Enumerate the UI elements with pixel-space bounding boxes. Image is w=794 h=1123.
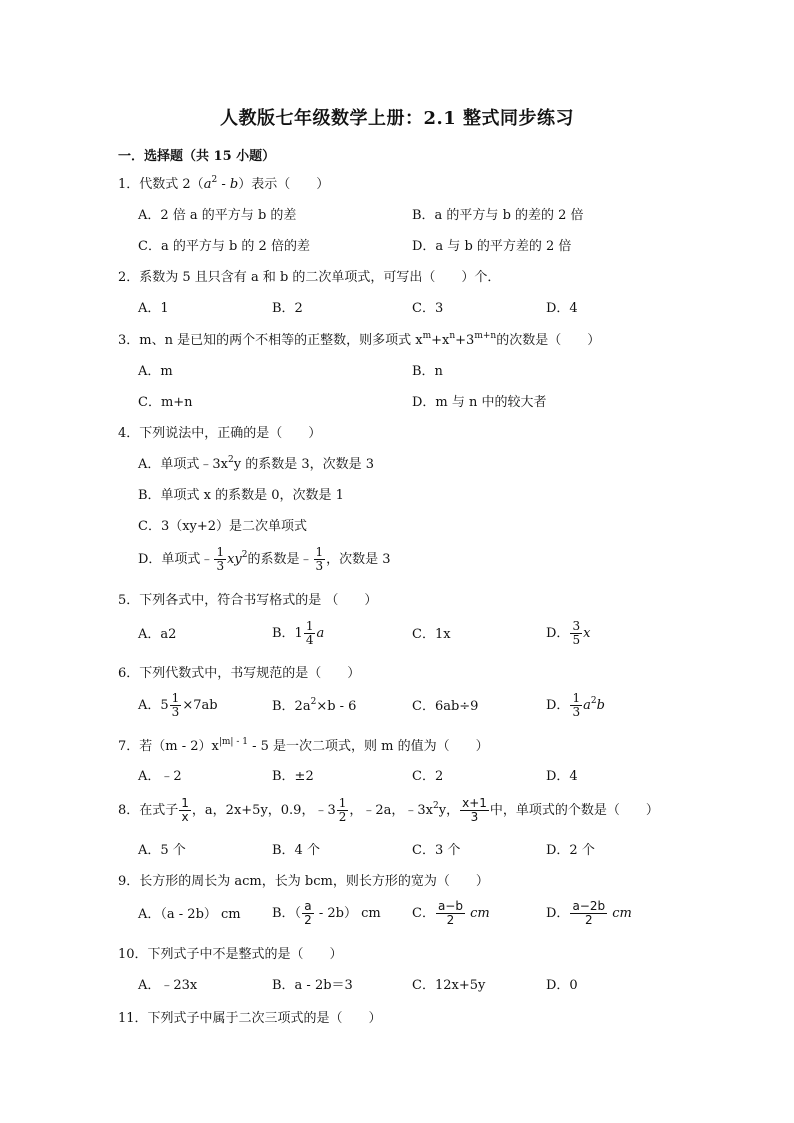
question-10-stem: 10．下列式子中不是整式的是（ ） xyxy=(118,947,343,962)
question-4-option-b: B．单项式 x 的系数是 0，次数是 1 xyxy=(138,488,344,503)
question-10-option-c: C．12x+5y xyxy=(412,978,486,993)
question-7-option-d: D．4 xyxy=(546,769,578,784)
fraction: $\frac{1}{4}$ xyxy=(305,619,314,647)
question-4-option-d: D．单项式﹣ $\frac{1}{3}$ $xy^2$的系数是﹣ $\frac{1}{3}$ ，次数是 3 xyxy=(138,545,391,573)
question-6-option-a: A．5 $\frac{1}{3}$ ×7ab xyxy=(138,691,218,719)
question-4-option-c: C．3（xy+2）是二次单项式 xyxy=(138,519,308,534)
question-9-stem: 9．长方形的周长为 acm，长为 bcm，则长方形的宽为（ ） xyxy=(118,874,489,889)
question-9-option-b: B．（ $\frac{a}{2}$ - 2b） cm xyxy=(272,899,381,927)
question-10-option-d: D．0 xyxy=(546,978,578,993)
question-6-option-b: B．$2a^2\times b - 6$ xyxy=(272,697,357,714)
question-7-option-b: B．±2 xyxy=(272,769,314,784)
question-8-option-c: C．3 个 xyxy=(412,843,461,858)
question-2-stem: 2．系数为 5 且只含有 a 和 b 的二次单项式，可写出（ ）个． xyxy=(118,270,501,285)
question-2-option-c: C．3 xyxy=(412,301,444,316)
page-title: 人教版七年级数学上册：2.1 整式同步练习 xyxy=(219,108,575,129)
fraction: $\frac{x+1}{3}$ xyxy=(462,796,487,824)
question-10-option-a: A．﹣23x xyxy=(138,978,198,993)
question-8-option-a: A．5 个 xyxy=(138,843,186,858)
fraction: $\frac{a-2b}{2}$ xyxy=(572,899,606,927)
fraction: $\frac{a-b}{2}$ xyxy=(437,899,463,927)
question-3-option-b: B．n xyxy=(412,364,443,379)
question-7-stem: 7．若$(m - 2)x^{|m| - 1} - 5$ 是一次二项式，则 m 的值为（ ） xyxy=(118,737,489,754)
question-4-option-a: A．单项式$﹣3x^2y$ 的系数是 3，次数是 3 xyxy=(138,455,375,472)
question-5-option-a: A．a2 xyxy=(138,627,177,642)
question-7-option-c: C．2 xyxy=(412,769,444,784)
section-heading: 一．选择题（共 15 小题） xyxy=(118,149,276,164)
question-8-option-b: B．4 个 xyxy=(272,843,320,858)
question-8-stem: 8．在式子 $\frac{1}{x}$ ，a，2x+5y，0.9，﹣3 $\frac{1}{2}$ ，﹣2a，$﹣3x^2y$， $\frac{x+1}{3}$ 中，单项式的个数是（ ） xyxy=(118,796,659,824)
question-6-stem: 6．下列代数式中，书写规范的是（ ） xyxy=(118,666,361,681)
fraction: $\frac{1}{3}$ xyxy=(315,545,324,573)
question-1-option-c: C．a 的平方与 b 的 2 倍的差 xyxy=(138,239,310,254)
fraction: $\frac{1}{2}$ xyxy=(338,796,347,824)
fraction: $\frac{a}{2}$ xyxy=(304,899,312,927)
question-11-stem: 11．下列式子中属于二次三项式的是（ ） xyxy=(118,1011,382,1026)
question-9-option-a: A．（a - 2b） cm xyxy=(138,907,241,922)
question-3-option-a: A．m xyxy=(138,364,173,379)
question-1-stem: 1．代数式 $2(a^2 - b)$表示（ ） xyxy=(118,175,330,192)
question-2-option-b: B．2 xyxy=(272,301,303,316)
question-1-option-b: B．a 的平方与 b 的差的 2 倍 xyxy=(412,208,584,223)
question-3-stem: 3．m、n 是已知的两个不相等的正整数，则多项式 $x^m+x^n+3^{m+n}$的次数是（ ） xyxy=(118,331,601,348)
question-9-option-c: C． $\frac{a-b}{2}$ cm xyxy=(412,899,490,927)
question-5-option-c: C．1x xyxy=(412,627,451,642)
fraction: $\frac{1}{3}$ xyxy=(572,691,581,719)
question-1-option-d: D．a 与 b 的平方差的 2 倍 xyxy=(412,239,572,254)
question-8-option-d: D．2 个 xyxy=(546,843,595,858)
question-10-option-b: B．a - 2b＝3 xyxy=(272,978,353,993)
question-9-option-d: D． $\frac{a-2b}{2}$ cm xyxy=(546,899,632,927)
fraction: $\frac{1}{x}$ xyxy=(181,796,189,824)
question-5-option-b: B．1 $\frac{1}{4}$ a xyxy=(272,619,325,647)
question-1-option-a: A．2 倍 a 的平方与 b 的差 xyxy=(138,208,297,223)
question-5-stem: 5．下列各式中，符合书写格式的是 （ ） xyxy=(118,593,378,608)
question-3-option-c: C．m+n xyxy=(138,395,193,410)
question-6-option-c: C．6ab÷9 xyxy=(412,699,479,714)
question-4-stem: 4．下列说法中，正确的是（ ） xyxy=(118,426,322,441)
question-7-option-a: A．﹣2 xyxy=(138,769,182,784)
question-2-option-a: A．1 xyxy=(138,301,169,316)
question-3-option-d: D．m 与 n 中的较大者 xyxy=(412,395,547,410)
question-2-option-d: D．4 xyxy=(546,301,578,316)
question-5-option-d: D． $\frac{3}{5}$ x xyxy=(546,619,591,647)
fraction: $\frac{1}{3}$ xyxy=(216,545,225,573)
fraction: $\frac{1}{3}$ xyxy=(171,691,180,719)
question-6-option-d: D． $\frac{1}{3}$ $a^2b$ xyxy=(546,691,605,719)
fraction: $\frac{3}{5}$ xyxy=(572,619,581,647)
